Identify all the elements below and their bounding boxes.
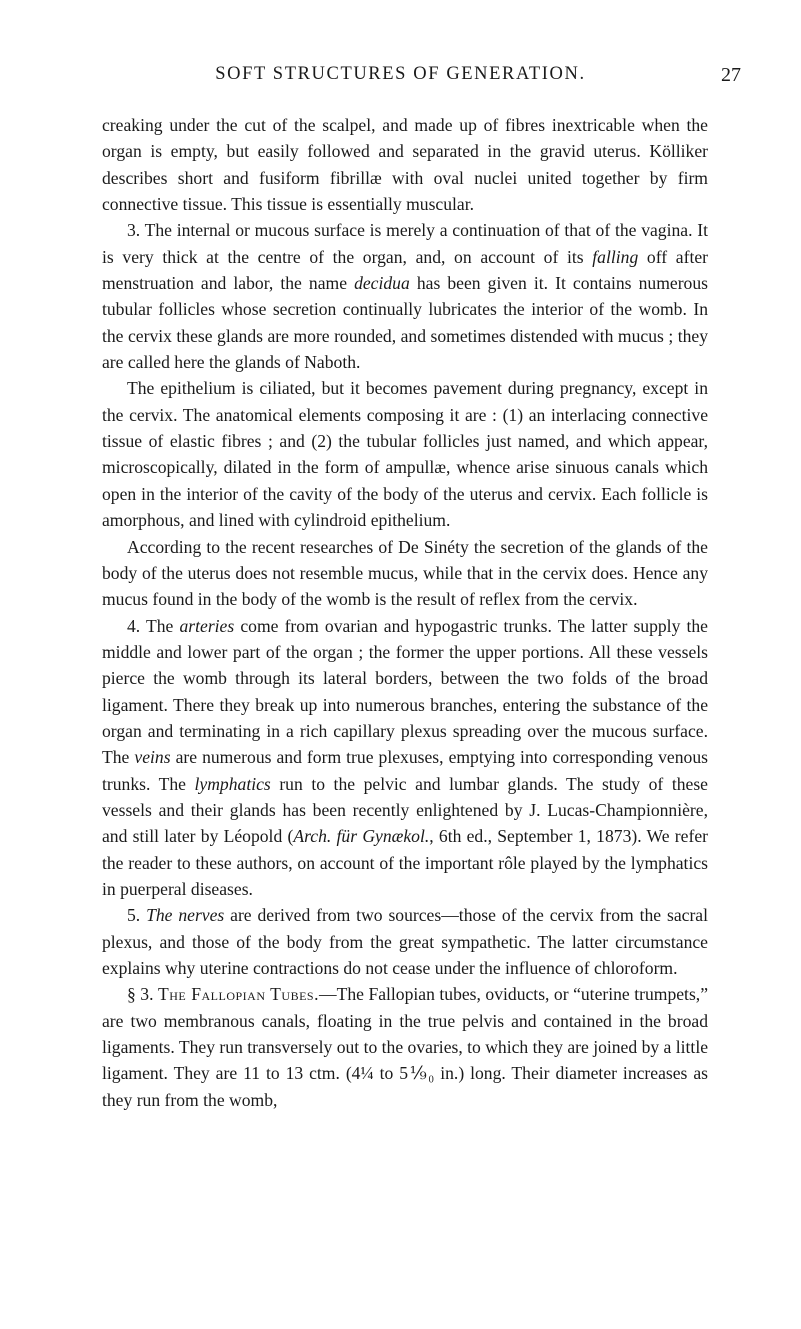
italic-term-nerves: The nerves — [146, 905, 225, 926]
text-run: off after menstruation and labor, the name — [102, 246, 708, 294]
paragraph-continuation: creaking under the cut of the scalpel, and made up of fibres inextricable when the organ is empty, but easily followed and separated in the gravid uterus. Kölliker describes short and fusiform fibrillæ with oval nuclei united together by firm connective tissue. This tissue is essentially muscular. — [102, 115, 708, 215]
italic-term-lymphatics: lymphatics — [194, 773, 271, 794]
text-run: 3. The internal or mucous surface is merely a continuation of that of the vagina. It is very thick at the centre of the organ, and, on account of its — [102, 220, 708, 267]
text-run: run to the pelvic and lumbar glands. The study of these vessels and their glands has been recently enlightened by J. Lucas-Championnière, and still later by Léopold ( — [102, 773, 708, 847]
running-title: SOFT STRUCTURES OF GENERATION. — [215, 64, 586, 84]
text-run: 5. — [127, 905, 147, 926]
text-run: , 6th ed., September 1, 1873). We refer the reader to these authors, on account of the important rôle played by the lymphatics in puerperal diseases. — [102, 826, 708, 899]
text-run: are numerous and form true plexuses, emptying into corresponding venous trunks. The — [102, 747, 708, 794]
paragraph-nerves — [102, 902, 708, 981]
paragraph-epithelium: The epithelium is ciliated, but it becomes pavement during pregnancy, except in the cervix. The anatomical elements composing it are : (1) an interlacing connective tissue of elastic fibres ; and (2) the tubular follicles just named, and which appear, microscopically, dilated in the form of ampullæ, whence arise sinuous canals which open in the interior of the cavity of the body of the uterus and cervix. Each follicle is amorphous, and lined with cylindroid epithelium. — [102, 378, 708, 531]
text-run: —The Fallopian tubes, oviducts, or “uterine trumpets,” are two membranous canals, floating in the true pelvis and contained in the broad ligaments. They run transversely out to the ovaries, to which they are joined by a little ligament. They are 11 to 13 ctm. (4¼ to 5⅑₀ in.) long. Their diameter increases as they run from the womb, — [102, 984, 709, 1110]
paragraph-fallopian-tubes — [102, 981, 708, 1113]
paragraph-arteries — [102, 613, 708, 903]
italic-term-decidua: decidua — [354, 273, 410, 294]
text-run: are derived from two sources—those of the cervix from the sacral plexus, and those of the body from the great sympathetic. The latter circumstance explains why uterine contractions do not cease under the influence of chloroform. — [102, 905, 708, 978]
italic-term-veins: veins — [134, 747, 171, 768]
text-run: has been given it. It contains numerous tubular follicles whose secretion continually lubricates the interior of the womb. In the cervix these glands are more rounded, and sometimes distended with mucus ; they are called here the glands of Naboth. — [102, 273, 708, 373]
italic-term-falling: falling — [592, 246, 639, 267]
section-heading: The Fallopian Tubes. — [157, 984, 319, 1005]
text-run: come from ovarian and hypogastric trunks. The latter supply the middle and lower part of the organ ; the former the upper portions. All these vessels pierce the womb through its lateral borders, between the two folds of the broad ligament. There they break up into numerous branches, entering the substance of the organ and terminating in a rich capillary plexus spreading over the mucous surface. The — [102, 615, 708, 768]
text-run: 4. The — [127, 615, 180, 636]
text-run: § 3. — [127, 984, 158, 1005]
paragraph-de-sinety: According to the recent researches of De Sinéty the secretion of the glands of the body of the uterus does not resemble mucus, while that in the cervix does. Hence any mucus found in the body of the womb is the result of reflex from the cervix. — [102, 536, 708, 610]
italic-citation: Arch. für Gynækol. — [293, 826, 430, 847]
italic-term-arteries: arteries — [179, 615, 235, 636]
page-number: 27 — [721, 64, 741, 86]
body-text — [102, 112, 708, 1113]
paragraph-internal-surface — [102, 217, 708, 375]
running-head — [0, 64, 801, 94]
